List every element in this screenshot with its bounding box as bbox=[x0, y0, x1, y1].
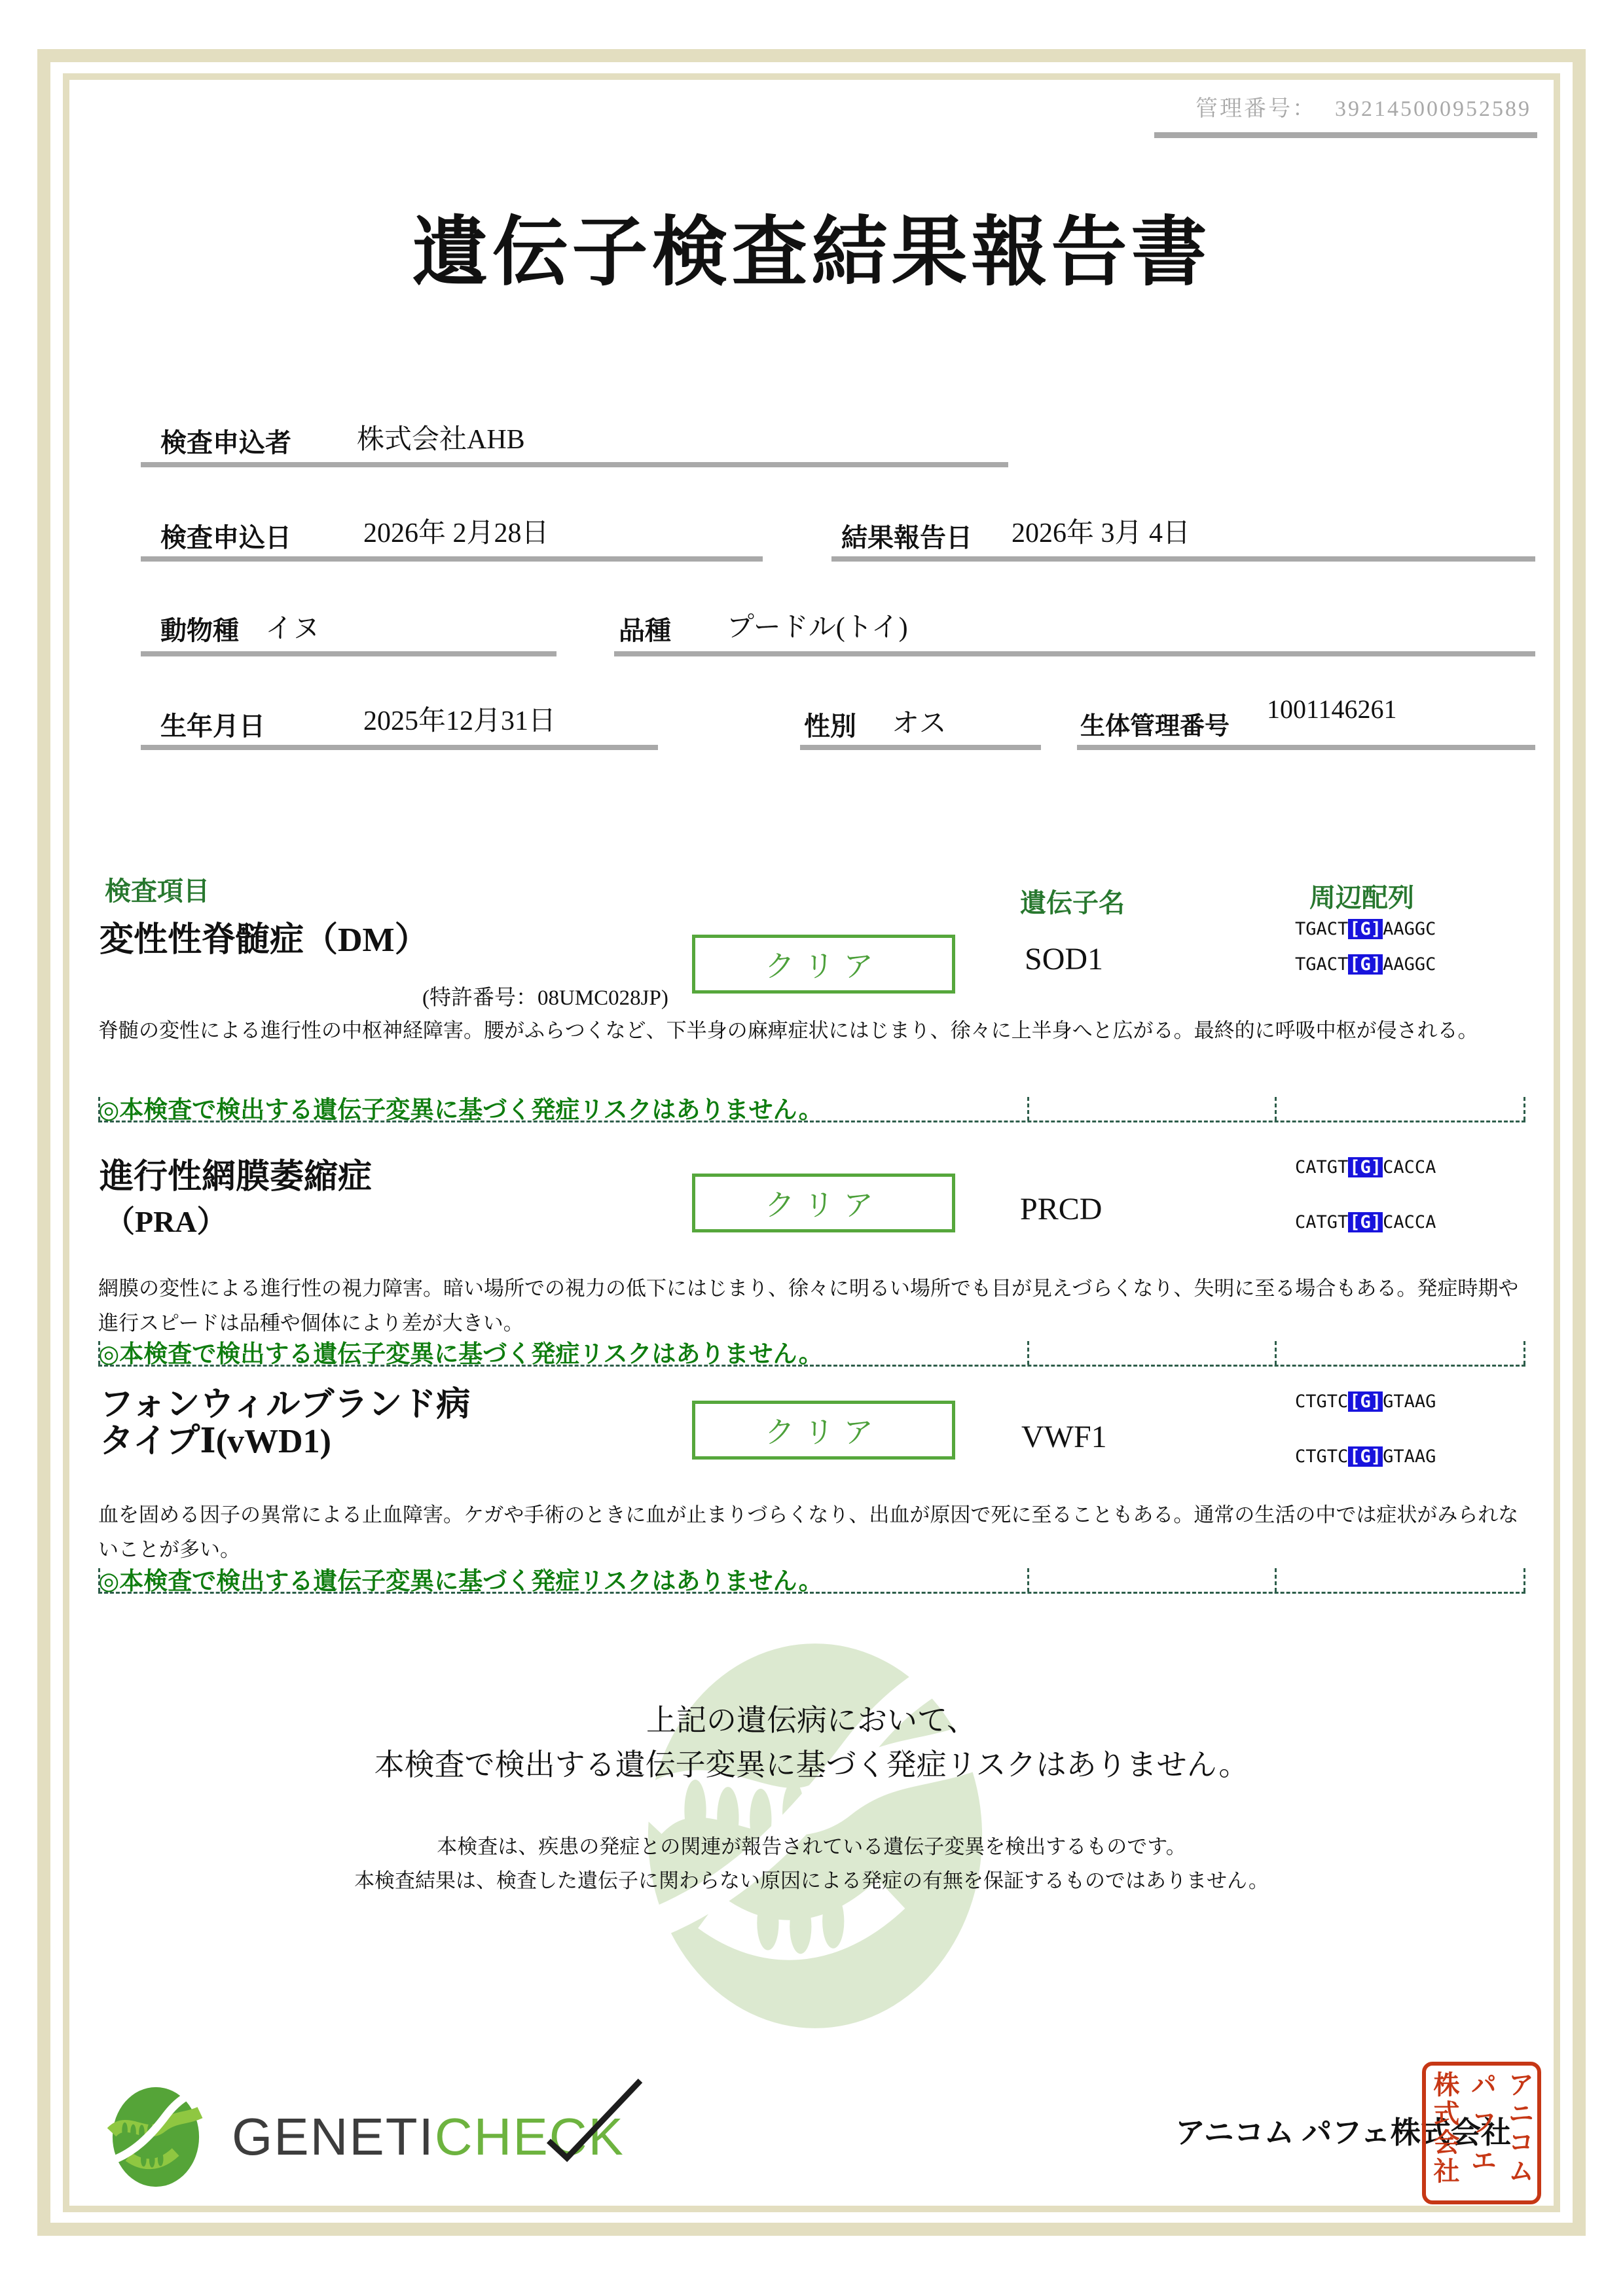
column-header-item: 検査項目 bbox=[105, 876, 210, 906]
risk-note-dm: ◎本検査で検出する遺伝子変異に基づく発症リスクはありません。 bbox=[98, 1097, 823, 1124]
column-header-sequence: 周辺配列 bbox=[1309, 883, 1414, 912]
seal-column-right: アニコム bbox=[1504, 2071, 1534, 2186]
logo-text-geneti: GENETI bbox=[232, 2108, 435, 2166]
page-title: 遺伝子検査結果報告書 bbox=[412, 211, 1211, 295]
separator-tick bbox=[1275, 1097, 1277, 1121]
admin-number-underline bbox=[1154, 132, 1537, 138]
apply-date-label: 検査申込日 bbox=[160, 523, 291, 552]
seq-post: GTAAG bbox=[1383, 1391, 1436, 1412]
report-date-value: 2026年 3月 4日 bbox=[1012, 518, 1191, 548]
separator-tick bbox=[1027, 1097, 1029, 1121]
gene-name-pra: PRCD bbox=[1020, 1192, 1103, 1227]
seq-post: AAGGC bbox=[1383, 919, 1436, 939]
sequence-pra-2 bbox=[1295, 1212, 1436, 1232]
seq-pre: TGACT bbox=[1295, 954, 1349, 975]
sex-underline bbox=[800, 745, 1041, 750]
species-underline bbox=[141, 651, 556, 656]
seq-pre: CATGT bbox=[1295, 1212, 1349, 1232]
company-seal-stamp bbox=[1422, 2062, 1541, 2204]
risk-note-vwd: ◎本検査で検出する遺伝子変異に基づく発症リスクはありません。 bbox=[98, 1568, 823, 1595]
column-header-gene: 遺伝子名 bbox=[1020, 888, 1125, 918]
applicant-underline bbox=[141, 462, 1008, 467]
seq-mutation: [G] bbox=[1349, 1391, 1382, 1412]
result-badge-vwd-label: クリア bbox=[765, 1416, 883, 1449]
seq-pre: CTGTC bbox=[1295, 1446, 1349, 1467]
applicant-label: 検査申込者 bbox=[160, 428, 291, 457]
separator-tick bbox=[1523, 1097, 1525, 1121]
breed-value: プードル(トイ) bbox=[727, 613, 908, 643]
sequence-pra-1 bbox=[1295, 1157, 1436, 1177]
row-separator bbox=[98, 1566, 1525, 1594]
report-date-label: 結果報告日 bbox=[841, 523, 972, 552]
result-badge-dm bbox=[692, 935, 955, 994]
disease-name-dm: 変性性脊髄症（DM） bbox=[100, 922, 429, 959]
seq-post: CACCA bbox=[1383, 1157, 1436, 1177]
admin-number bbox=[1195, 90, 1531, 122]
birth-value: 2025年12月31日 bbox=[363, 706, 556, 736]
separator-tick bbox=[1523, 1568, 1525, 1592]
seq-pre: CTGTC bbox=[1295, 1391, 1349, 1412]
separator-tick bbox=[1027, 1568, 1029, 1592]
result-badge-vwd bbox=[692, 1401, 955, 1460]
report-date-underline bbox=[831, 556, 1535, 562]
disease-description-dm: 脊髄の変性による進行性の中枢神経障害。腰がふらつくなど、下半身の麻痺症状にはじまり、徐々に上半身へと広がる。最終的に呼吸中枢が侵される。 bbox=[98, 1019, 1478, 1042]
seq-post: GTAAG bbox=[1383, 1446, 1436, 1467]
apply-date-value: 2026年 2月28日 bbox=[363, 518, 549, 548]
birth-label: 生年月日 bbox=[160, 711, 265, 741]
disease-description-pra: 網膜の変性による進行性の視力障害。暗い場所での視力の低下にはじまり、徐々に明るい場所でも目が見えづらくなり、失明に至る場合もある。発症時期や進行スピードは品種や個体により差が大きい。 bbox=[98, 1277, 1519, 1335]
apply-date-underline bbox=[141, 556, 763, 562]
separator-tick bbox=[98, 1568, 100, 1592]
row-separator bbox=[98, 1338, 1525, 1367]
result-badge-pra-label: クリア bbox=[765, 1189, 883, 1222]
admin-number-label: 管理番号： bbox=[1195, 97, 1317, 121]
separator-tick bbox=[1027, 1341, 1029, 1365]
separator-tick bbox=[1523, 1341, 1525, 1365]
species-value: イヌ bbox=[265, 614, 321, 644]
summary-note-2: 本検査結果は、検査した遺伝子に関わらない原因による発症の有無を保証するものではありません。 bbox=[354, 1869, 1269, 1892]
seq-post: CACCA bbox=[1383, 1212, 1436, 1232]
summary-note-1: 本検査は、疾患の発症との関連が報告されている遺伝子変異を検出するものです。 bbox=[437, 1835, 1186, 1858]
seq-pre: CATGT bbox=[1295, 1157, 1349, 1177]
summary-line-2: 本検査で検出する遺伝子変異に基づく発症リスクはありません。 bbox=[374, 1748, 1249, 1782]
disease-name-vwd-line1: フォンウィルブランド病 bbox=[100, 1386, 471, 1424]
result-badge-dm-label: クリア bbox=[765, 950, 883, 983]
sex-value: オス bbox=[892, 709, 947, 739]
species-label: 動物種 bbox=[160, 616, 239, 645]
admin-number-value: 392145000952589 bbox=[1335, 97, 1531, 121]
seq-mutation: [G] bbox=[1349, 919, 1382, 939]
seal-column-middle: パフエ bbox=[1467, 2071, 1497, 2185]
seq-post: AAGGC bbox=[1383, 954, 1436, 975]
gene-name-vwd: VWF1 bbox=[1021, 1420, 1107, 1454]
seq-mutation: [G] bbox=[1349, 1212, 1382, 1232]
breed-label: 品種 bbox=[619, 616, 671, 645]
separator-tick bbox=[98, 1341, 100, 1365]
animal-id-value: 1001146261 bbox=[1267, 694, 1397, 724]
risk-note-pra: ◎本検査で検出する遺伝子変異に基づく発症リスクはありません。 bbox=[98, 1341, 823, 1368]
seq-pre: TGACT bbox=[1295, 919, 1349, 939]
animal-id-underline bbox=[1077, 745, 1535, 750]
separator-tick bbox=[1275, 1341, 1277, 1365]
animal-id-label: 生体管理番号 bbox=[1080, 713, 1230, 740]
dna-leaf-logo-icon bbox=[92, 2085, 220, 2189]
result-badge-pra bbox=[692, 1174, 955, 1232]
summary-line-1: 上記の遺伝病において、 bbox=[646, 1703, 977, 1737]
sequence-dm-1 bbox=[1295, 919, 1436, 939]
disease-name-pra-line2: （PRA） bbox=[105, 1205, 227, 1238]
sequence-vwd-1 bbox=[1295, 1391, 1436, 1412]
sequence-dm-2 bbox=[1295, 954, 1436, 975]
gene-name-dm: SOD1 bbox=[1025, 942, 1104, 977]
patent-number: (特許番号：08UMC028JP) bbox=[422, 986, 668, 1010]
seq-mutation: [G] bbox=[1349, 954, 1382, 975]
applicant-value: 株式会社AHB bbox=[357, 425, 525, 455]
disease-name-pra-line1: 進行性網膜萎縮症 bbox=[100, 1158, 373, 1196]
sex-label: 性別 bbox=[804, 711, 856, 741]
logo-text-check: CHECK bbox=[434, 2108, 625, 2166]
checkmark-icon bbox=[542, 2075, 647, 2174]
sequence-vwd-2 bbox=[1295, 1446, 1436, 1467]
geneticheck-logo bbox=[92, 2085, 625, 2189]
disease-name-vwd-line2: タイプⅠ(vWD1) bbox=[100, 1423, 331, 1460]
separator-tick bbox=[98, 1097, 100, 1121]
row-separator bbox=[98, 1094, 1525, 1122]
company-name: アニコム パフェ株式会社 bbox=[1175, 2116, 1511, 2149]
disease-description-vwd: 血を固める因子の異常による止血障害。ケガや手術のときに血が止まりづらくなり、出血が原因で死に至ることもある。通常の生活の中では症状がみられないことが多い。 bbox=[98, 1503, 1519, 1561]
seq-mutation: [G] bbox=[1349, 1446, 1382, 1467]
breed-underline bbox=[614, 651, 1535, 656]
seal-column-left: 株式会社 bbox=[1430, 2071, 1459, 2186]
seq-mutation: [G] bbox=[1349, 1157, 1382, 1177]
birth-underline bbox=[141, 745, 658, 750]
separator-tick bbox=[1275, 1568, 1277, 1592]
